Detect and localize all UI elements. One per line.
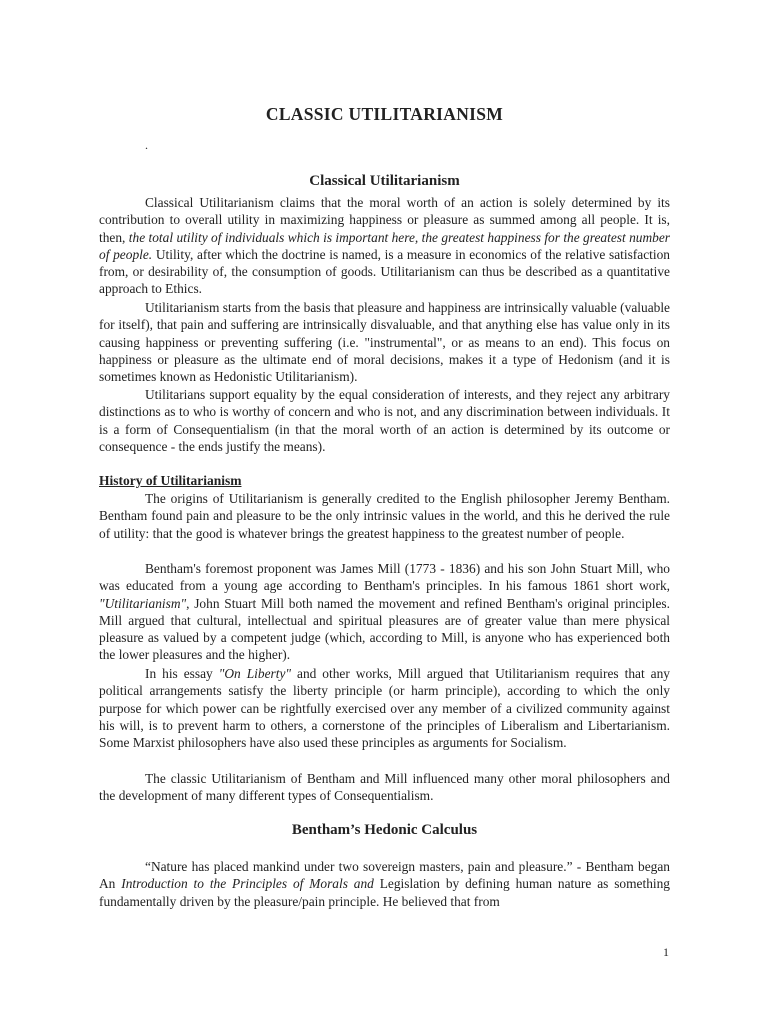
paragraph-classical-2: Utilitarianism starts from the basis that pleasure and happiness are intrinsically valuable (valuable for itself), that pain and suffering are intrinsically disvaluable, and that anything else has value only in its causing happiness or preventing suffering (i.e. "instrumental", or as means to an end). This focus on happiness or pleasure as the ultimate end of moral decisions, makes it a type of Hedonism (and it is sometimes known as Hedonistic Utilitarianism). xyxy=(99,300,670,385)
paragraph-classical-3: Utilitarians support equality by the equal consideration of interests, and they reject any arbitrary distinctions as to who is worthy of concern and who is not, and any discrimination between individuals. It is a form of Consequentialism (in that the moral worth of an action is determined by its outcome or consequence - the ends justify the means). xyxy=(99,387,670,454)
section-heading-history: History of Utilitarianism xyxy=(99,473,242,488)
paragraph-text: Legislation by defining human nature as something fundamentally driven by the pleasure/pain principle. He believed that from xyxy=(99,876,670,909)
paragraph-classical-1 xyxy=(99,194,670,298)
paragraph-text: and other works, Mill argued that Utilitarianism requires that any political arrangements satisfy the liberty principle (or harm principle), according to which the only purpose for which power can be rightfully exercised over any member of a civilized community against his will, is to prevent harm to others, a cornerstone of the principles of Liberalism and Libertarianism. Some Marxist philosophers have also used these principles as arguments for Socialism. xyxy=(99,666,670,751)
paragraph-text: “Nature has placed mankind under two sovereign masters, pain and pleasure.” - Bentham began An xyxy=(99,859,670,892)
paragraph-history-1: The origins of Utilitarianism is generally credited to the English philosopher Jeremy Bentham. Bentham found pain and pleasure to be the only intrinsic values in the world, and this he derived the rule of utility: that the good is whatever brings the greatest happiness to the greatest number of people. xyxy=(99,491,670,541)
paragraph-hedonic-1 xyxy=(99,858,670,910)
paragraph-history-4: The classic Utilitarianism of Bentham and Mill influenced many other moral philosophers and the development of many different types of Consequentialism. xyxy=(99,771,670,804)
paragraph-text: , John Stuart Mill both named the movement and refined Bentham's original principles. Mill argued that cultural, intellectual and spiritual pleasures are of greater value than mere physical pleasure as valued by a competent judge (which, according to Mill, is anyone who has experienced both the lower pleasures and the higher). xyxy=(99,595,670,663)
paragraph-text: Classical Utilitarianism claims that the moral worth of an action is solely determined by its contribution to overall utility in maximizing happiness or pleasure as summed among all people. It is, then, xyxy=(99,195,670,245)
document-title: CLASSIC UTILITARIANISM xyxy=(265,104,504,124)
paragraph-text: Utility, after which the doctrine is named, is a measure in economics of the relative satisfaction from, or desirability of, the consumption of goods. Utilitarianism can thus be described as a quantitative approach to Ethics. xyxy=(99,246,670,297)
stray-mark: . xyxy=(145,138,148,152)
paragraph-text: In his essay xyxy=(145,666,219,681)
italic-text: "On Liberty" xyxy=(218,666,292,681)
paragraph-text: Bentham's foremost proponent was James Mill (1773 - 1836) and his son John Stuart Mill, who was educated from a young age according to Bentham's principles. In his famous 1861 short work, xyxy=(99,561,670,594)
paragraph-history-3 xyxy=(99,665,670,751)
italic-text: the total utility of individuals which is important here, the greatest happiness for the greatest number of people. xyxy=(99,229,670,262)
page-number: 1 xyxy=(663,945,669,959)
italic-text: "Utilitarianism" xyxy=(99,595,187,611)
italic-text: Introduction to the Principles of Morals and xyxy=(121,876,374,892)
section-heading-classical: Classical Utilitarianism xyxy=(309,173,460,189)
paragraph-history-2 xyxy=(99,560,670,664)
section-heading-hedonic: Bentham’s Hedonic Calculus xyxy=(291,822,478,838)
